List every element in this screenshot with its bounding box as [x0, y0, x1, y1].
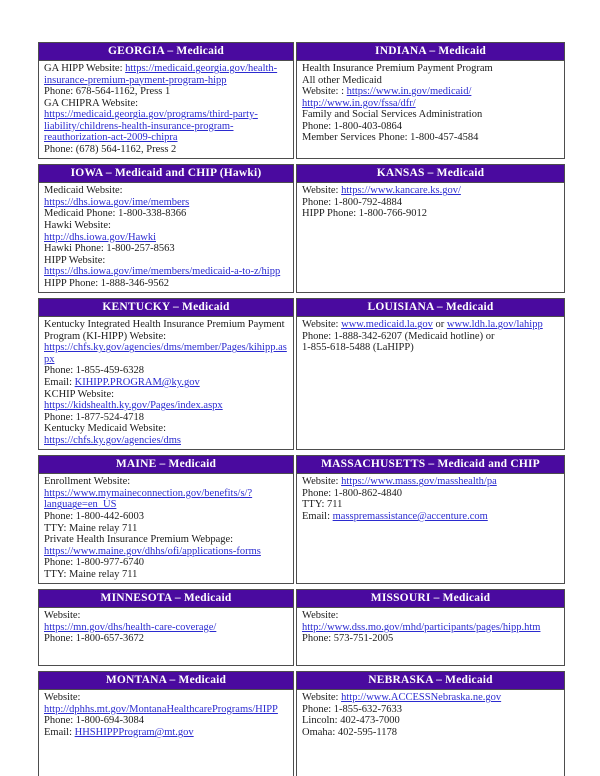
text-segment: Website:	[302, 692, 342, 704]
email-link[interactable]: HHSHIPPProgram@mt.gov	[74, 726, 194, 738]
state-contact-info	[297, 61, 564, 158]
state-cell-missouri	[296, 589, 565, 666]
state-cell-massachusetts	[296, 455, 565, 584]
state-header-kansas: KANSAS – Medicaid	[297, 165, 564, 183]
url-link[interactable]: http://dphhs.mt.gov/MontanaHealthcarePrograms/HIPP	[44, 703, 278, 715]
text-segment: Email:	[302, 510, 333, 522]
text-segment: HIPP Phone: 1-800-766-9012	[302, 208, 428, 220]
text-segment: Phone: 1-855-632-7633	[302, 703, 403, 715]
content-line	[302, 610, 559, 622]
content-line	[302, 704, 559, 716]
content-line	[302, 511, 559, 523]
text-segment: Phone: 1-800-694-3084	[44, 715, 145, 727]
url-link[interactable]: http://www.dss.mo.gov/mhd/participants/pages/hipp.htm	[302, 621, 541, 633]
text-segment: HIPP Website:	[44, 254, 106, 266]
content-line	[44, 546, 288, 558]
text-segment: TTY: Maine relay 711	[44, 568, 138, 580]
state-contact-info	[297, 608, 564, 665]
content-line	[44, 423, 288, 435]
content-line	[302, 727, 559, 739]
content-line	[44, 389, 288, 412]
state-contact-info	[39, 690, 293, 776]
state-cell-kansas	[296, 164, 565, 293]
email-link[interactable]: masspremassistance@accenture.com	[332, 510, 488, 522]
text-segment: Health Insurance Premium Payment Program	[302, 63, 493, 74]
url-link[interactable]: https://kidshealth.ky.gov/Pages/index.aspx	[44, 400, 223, 412]
text-segment: Kentucky Medicaid Website:	[44, 423, 167, 435]
text-segment: Website:	[302, 185, 342, 197]
text-segment: Website:	[44, 610, 81, 622]
text-segment: 1-855-618-5488 (LaHIPP)	[302, 342, 414, 354]
url-link[interactable]: www.medicaid.la.gov	[341, 319, 433, 331]
text-segment: Enrollment Website:	[44, 476, 131, 488]
table-row	[38, 164, 565, 293]
text-segment: TTY: 711	[302, 499, 343, 511]
state-header-missouri: MISSOURI – Medicaid	[297, 590, 564, 608]
state-header-kentucky: KENTUCKY – Medicaid	[39, 299, 293, 317]
content-line	[44, 377, 288, 389]
content-line	[302, 86, 559, 98]
content-line	[44, 278, 288, 290]
content-line	[44, 435, 288, 447]
content-line	[44, 86, 288, 98]
state-contact-info	[297, 474, 564, 583]
content-line	[302, 75, 559, 87]
content-line	[44, 488, 288, 511]
text-segment: Email:	[44, 377, 75, 389]
text-segment: Website:	[302, 610, 339, 622]
table-row	[38, 455, 565, 584]
url-link[interactable]: https://www.in.gov/medicaid/	[346, 86, 472, 98]
content-line	[44, 243, 288, 255]
state-cell-montana	[38, 671, 294, 776]
content-line	[302, 208, 559, 220]
content-line	[44, 197, 288, 209]
state-cell-louisiana	[296, 298, 565, 450]
content-line	[302, 715, 559, 727]
url-link[interactable]: https://www.mass.gov/masshealth/pa	[341, 476, 497, 488]
content-line	[302, 331, 559, 343]
text-segment: Phone: (678) 564-1162, Press 2	[44, 143, 177, 155]
text-segment: Hawki Website:	[44, 220, 111, 232]
content-line	[302, 476, 559, 488]
url-link[interactable]: https://mn.gov/dhs/health-care-coverage/	[44, 621, 217, 633]
state-header-maine: MAINE – Medicaid	[39, 456, 293, 474]
text-segment: Omaha: 402-595-1178	[302, 726, 397, 738]
state-cell-minnesota	[38, 589, 294, 666]
content-line	[44, 319, 288, 342]
url-link[interactable]: https://medicaid.georgia.gov/health-insurance-premium-payment-program-hipp	[44, 63, 278, 86]
state-contact-info	[39, 61, 293, 158]
text-segment: Member Services Phone: 1-800-457-4584	[302, 132, 479, 144]
url-link[interactable]: http://www.ACCESSNebraska.ne.gov	[341, 692, 502, 704]
text-segment: HIPP Phone: 1-888-346-9562	[44, 277, 170, 289]
text-segment: Website:	[44, 692, 81, 704]
content-line	[44, 232, 288, 244]
content-line	[44, 569, 288, 581]
text-segment: TTY: Maine relay 711	[44, 522, 138, 534]
state-header-nebraska: NEBRASKA – Medicaid	[297, 672, 564, 690]
url-link[interactable]: https://www.mymaineconnection.gov/benefits/s/?language=en_US	[44, 487, 253, 511]
content-line	[44, 633, 288, 645]
content-line	[44, 476, 288, 488]
content-line	[44, 610, 288, 622]
content-line	[302, 488, 559, 500]
content-line	[44, 704, 288, 716]
text-segment: Private Health Insurance Premium Webpage:	[44, 534, 234, 546]
state-header-georgia: GEORGIA – Medicaid	[39, 43, 293, 61]
content-line	[302, 63, 559, 75]
content-line	[44, 523, 288, 535]
text-segment: Phone: 1-800-862-4840	[302, 487, 403, 499]
table-row	[38, 589, 565, 666]
text-segment: GA CHIPRA Website:	[44, 97, 139, 109]
state-cell-indiana	[296, 42, 565, 159]
text-segment: Phone: 1-800-977-6740	[44, 557, 145, 569]
content-line	[44, 727, 288, 739]
table-row	[38, 298, 565, 450]
url-link[interactable]: http://dhs.iowa.gov/Hawki	[44, 231, 156, 243]
text-segment: Phone: 1-888-342-6207 (Medicaid hotline) or	[302, 330, 495, 342]
state-contact-info	[297, 317, 564, 449]
text-segment: Medicaid Website:	[44, 185, 123, 197]
text-segment: All other Medicaid	[302, 74, 382, 86]
content-line	[44, 365, 288, 377]
text-segment: or	[432, 319, 447, 331]
content-line	[44, 185, 288, 197]
content-line	[44, 144, 288, 156]
state-header-iowa: IOWA – Medicaid and CHIP (Hawki)	[39, 165, 293, 183]
content-line	[302, 342, 559, 354]
content-line	[44, 63, 288, 86]
text-segment: Hawki Phone: 1-800-257-8563	[44, 243, 175, 255]
content-line	[302, 622, 559, 634]
url-link[interactable]: https://chfs.ky.gov/agencies/dms	[44, 434, 181, 446]
content-line	[44, 208, 288, 220]
content-line	[44, 511, 288, 523]
content-line	[44, 412, 288, 424]
content-line	[44, 98, 288, 110]
content-line	[302, 319, 559, 331]
text-segment: Phone: 1-800-657-3672	[44, 633, 145, 645]
text-segment: Phone: 678-564-1162, Press 1	[44, 86, 171, 98]
state-cell-maine	[38, 455, 294, 584]
state-header-indiana: INDIANA – Medicaid	[297, 43, 564, 61]
text-segment: Phone: 1-800-792-4884	[302, 196, 403, 208]
state-cell-georgia	[38, 42, 294, 159]
content-line	[44, 715, 288, 727]
state-contact-info	[39, 474, 293, 583]
text-segment: Family and Social Services Administration	[302, 109, 483, 121]
table-row	[38, 671, 565, 776]
content-line	[302, 132, 559, 144]
content-line	[44, 220, 288, 232]
text-segment: GA HIPP Website:	[44, 63, 126, 74]
content-line	[44, 255, 288, 278]
state-cell-kentucky	[38, 298, 294, 450]
state-contact-info	[39, 608, 293, 665]
content-line	[302, 98, 559, 110]
state-cell-nebraska	[296, 671, 565, 776]
text-segment: KCHIP Website:	[44, 388, 115, 400]
text-segment: Phone: 1-877-524-4718	[44, 411, 145, 423]
content-line	[302, 121, 559, 133]
state-contact-info	[297, 690, 564, 776]
url-link[interactable]: https://chfs.ky.gov/agencies/dms/member/Pages/kihipp.aspx	[44, 342, 287, 365]
table-row	[38, 42, 565, 159]
url-link[interactable]: https://medicaid.georgia.gov/programs/third-party-liability/childrens-health-insurance-program-reauthorization-act-2009-chipra	[44, 109, 258, 144]
text-segment: Website:	[302, 319, 342, 331]
state-header-massachusetts: MASSACHUSETTS – Medicaid and CHIP	[297, 456, 564, 474]
url-link[interactable]: https://dhs.iowa.gov/ime/members/medicaid-a-to-z/hipp	[44, 266, 281, 278]
content-line	[302, 109, 559, 121]
state-header-minnesota: MINNESOTA – Medicaid	[39, 590, 293, 608]
text-segment: Phone: 1-855-459-6328	[44, 365, 145, 377]
content-line	[44, 342, 288, 365]
text-segment: Website:	[302, 476, 342, 488]
url-link[interactable]: https://www.kancare.ks.gov/	[341, 185, 461, 197]
url-link[interactable]: http://www.in.gov/fssa/dfr/	[302, 97, 416, 109]
state-contact-info	[39, 317, 293, 449]
state-header-louisiana: LOUISIANA – Medicaid	[297, 299, 564, 317]
text-segment: Medicaid Phone: 1-800-338-8366	[44, 208, 187, 220]
url-link[interactable]: www.ldh.la.gov/lahipp	[446, 319, 543, 331]
content-line	[302, 197, 559, 209]
content-line	[44, 109, 288, 144]
state-contact-info	[39, 183, 293, 292]
content-line	[302, 692, 559, 704]
email-link[interactable]: KIHIPP.PROGRAM@ky.gov	[74, 377, 200, 389]
content-line	[302, 185, 559, 197]
content-line	[302, 499, 559, 511]
state-medicaid-contact-table	[38, 42, 565, 776]
content-line	[44, 557, 288, 569]
text-segment: Lincoln: 402-473-7000	[302, 715, 400, 727]
content-line	[44, 622, 288, 634]
text-segment: Website: :	[302, 86, 347, 98]
content-line	[44, 692, 288, 704]
state-header-montana: MONTANA – Medicaid	[39, 672, 293, 690]
content-line	[44, 534, 288, 546]
state-cell-iowa	[38, 164, 294, 293]
text-segment: Phone: 573-751-2005	[302, 633, 394, 645]
text-segment: Phone: 1-800-403-0864	[302, 120, 403, 132]
url-link[interactable]: https://www.maine.gov/dhhs/ofi/applications-forms	[44, 545, 261, 557]
content-line	[302, 633, 559, 645]
text-segment: Email:	[44, 726, 75, 738]
state-contact-info	[297, 183, 564, 292]
url-link[interactable]: https://dhs.iowa.gov/ime/members	[44, 196, 190, 208]
text-segment: Phone: 1-800-442-6003	[44, 510, 145, 522]
text-segment: Kentucky Integrated Health Insurance Premium Payment Program (KI-HIPP) Website:	[44, 319, 285, 342]
